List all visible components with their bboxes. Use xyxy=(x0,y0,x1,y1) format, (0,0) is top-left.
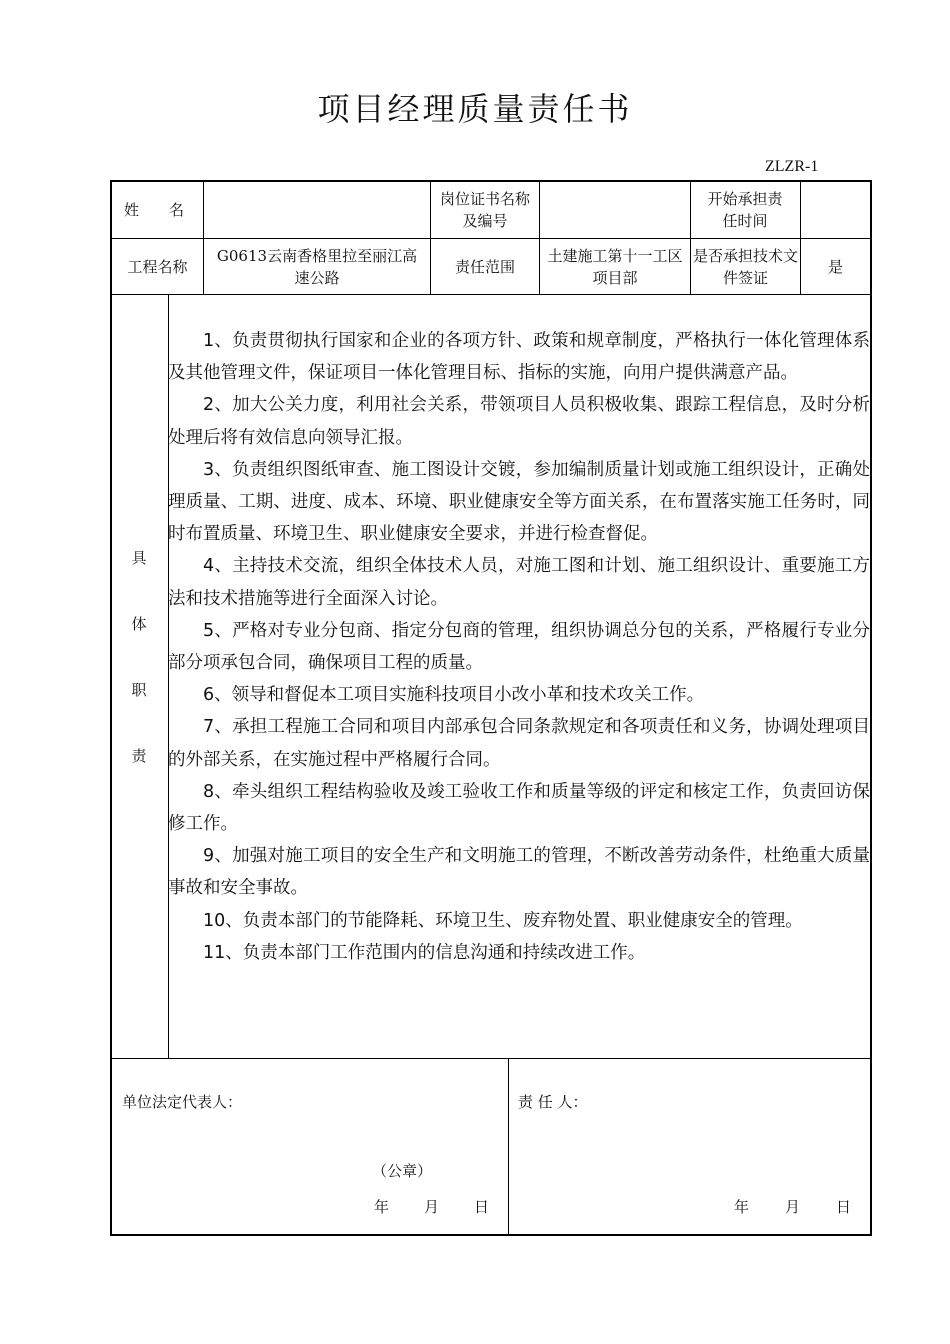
start-time-value[interactable] xyxy=(801,181,870,238)
tech-sign-value: 是 xyxy=(827,257,843,276)
duty-item: 7、承担工程施工合同和项目内部承包合同条款规定和各项责任和义务，协调处理项目的外部关系，在实施过程中严格履行合同。 xyxy=(168,717,870,770)
legal-date-year: 年 xyxy=(374,1198,390,1216)
row-divider-3 xyxy=(110,1058,872,1059)
row-divider-2 xyxy=(110,294,872,295)
start-time-label: 开始承担责任时间 xyxy=(707,189,783,230)
legal-representative-label: 单位法定代表人： xyxy=(122,1093,243,1111)
cert-value[interactable] xyxy=(540,181,690,238)
duty-item: 9、加强对施工项目的安全生产和文明施工的管理，不断改善劳动条件，杜绝重大质量事故和安全事故。 xyxy=(168,846,870,899)
document-title: 项目经理质量责任书 xyxy=(317,90,633,128)
name-value[interactable] xyxy=(204,181,430,238)
responsible-date-day: 日 xyxy=(836,1198,852,1216)
duties-label-char: 体 xyxy=(131,615,147,633)
project-label: 工程名称 xyxy=(127,257,188,276)
duties-label-char: 职 xyxy=(131,681,147,699)
duties-label-char: 具 xyxy=(131,549,147,567)
duty-item: 11、负责本部门工作范围内的信息沟通和持续改进工作。 xyxy=(203,942,646,963)
signature-divider xyxy=(508,1058,509,1235)
tech-sign-label: 是否承担技术文件签证 xyxy=(693,246,799,287)
project-value: G0613云南香格里拉至丽江高速公路 xyxy=(216,246,418,287)
duty-item: 4、主持技术交流，组织全体技术人员，对施工图和计划、施工组织设计、重要施工方法和技术措施等进行全面深入讨论。 xyxy=(168,556,870,609)
duty-item: 1、负责贯彻执行国家和企业的各项方针、政策和规章制度，严格执行一体化管理体系及其他管理文件，保证项目一体化管理目标、指标的实施，向用户提供满意产品。 xyxy=(168,331,870,384)
responsible-person-label: 责 任 人： xyxy=(518,1093,588,1111)
duty-item: 2、加大公关力度，利用社会关系，带领项目人员积极收集、跟踪工程信息，及时分析处理后将有效信息向领导汇报。 xyxy=(168,395,870,448)
name-label: 姓 名 xyxy=(124,200,185,219)
document-code: ZLZR-1 xyxy=(765,158,819,175)
duties-list xyxy=(168,325,870,969)
cert-label: 岗位证书名称及编号 xyxy=(439,189,530,230)
responsible-date-year: 年 xyxy=(734,1198,750,1216)
responsible-date-month: 月 xyxy=(785,1198,801,1216)
scope-label: 责任范围 xyxy=(454,257,515,276)
legal-date-month: 月 xyxy=(424,1198,440,1216)
duty-item: 6、领导和督促本工项目实施科技项目小改小革和技术攻关工作。 xyxy=(203,685,705,706)
legal-date-day: 日 xyxy=(474,1198,490,1216)
col-divider-4 xyxy=(690,181,691,294)
duty-item: 5、严格对专业分包商、指定分包商的管理，组织协调总分包的关系，严格履行专业分部分项承包合同，确保项目工程的质量。 xyxy=(168,620,870,674)
duties-label xyxy=(110,540,168,804)
scope-value: 土建施工第十一工区项目部 xyxy=(547,246,683,287)
duties-label-char: 责 xyxy=(131,747,147,765)
duty-item: 8、牵头组织工程结构验收及竣工验收工作和质量等级的评定和核定工作，负责回访保修工作。 xyxy=(168,781,870,835)
duty-item: 3、负责组织图纸审查、施工图设计交镀，参加编制质量计划或施工组织设计，正确处理质量、工期、进度、成本、环境、职业健康安全等方面关系，在布置落实施工任务时，同时布置质量、环境卫生、职业健康安全要求，并进行检查督促。 xyxy=(168,459,870,545)
seal-label: （公章） xyxy=(372,1162,433,1180)
duty-item: 10、负责本部门的节能降耗、环境卫生、废弃物处置、职业健康安全的管理。 xyxy=(203,910,803,931)
